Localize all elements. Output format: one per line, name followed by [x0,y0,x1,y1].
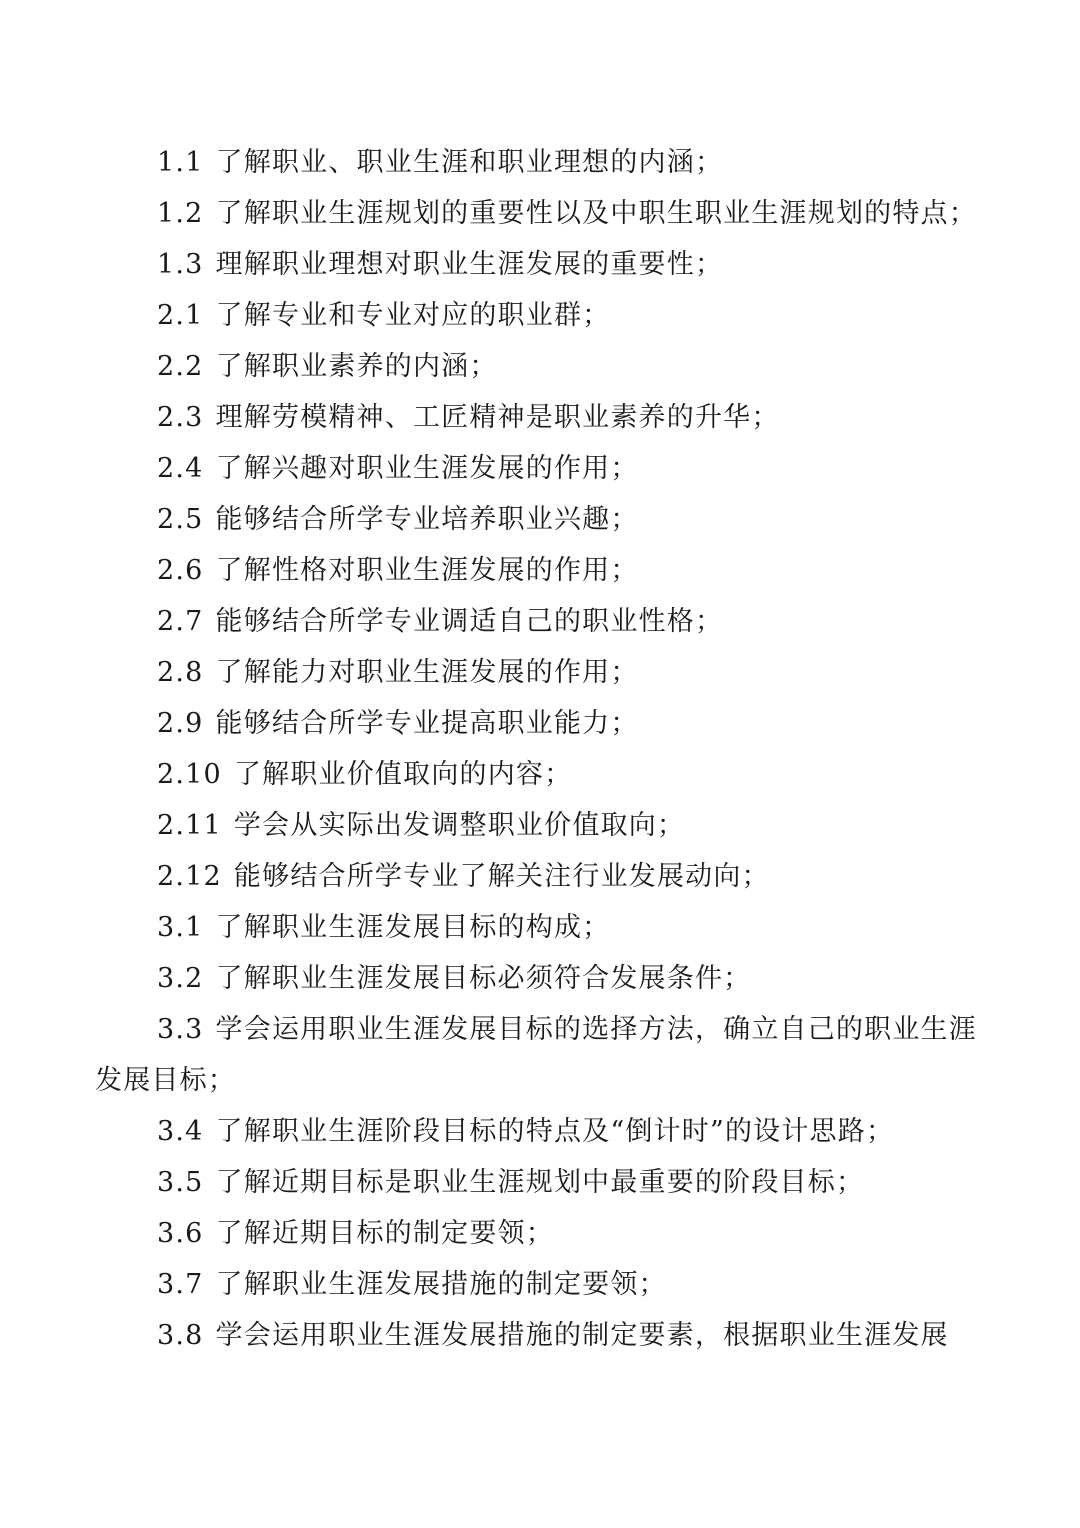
item-number: 1.2 [157,198,204,229]
item-number: 2.7 [157,606,204,637]
list-item [95,953,985,1004]
item-number: 3.1 [157,912,204,943]
item-number: 3.7 [157,1269,204,1300]
item-text: 能够结合所学专业提高职业能力； [215,708,639,739]
item-number: 2.1 [157,300,204,331]
item-text: 了解职业生涯发展目标的构成； [215,912,611,943]
item-number: 1.3 [157,249,204,280]
item-number: 2.2 [157,351,204,382]
item-text: 能够结合所学专业了解关注行业发展动向； [233,861,770,892]
item-text: 了解兴趣对职业生涯发展的作用； [215,453,639,484]
item-text: 理解劳模精神、工匠精神是职业素养的升华； [215,402,780,433]
item-text: 了解职业生涯阶段目标的特点及“倒计时”的设计思路； [215,1116,895,1147]
item-text: 能够结合所学专业调适自己的职业性格； [215,606,724,637]
list-item [95,494,985,545]
list-item [95,902,985,953]
list-item [95,647,985,698]
list-item [95,596,985,647]
item-number: 3.8 [157,1320,204,1351]
list-item [95,1157,985,1208]
item-text: 学会从实际出发调整职业价值取向； [233,810,686,841]
item-number: 2.11 [157,810,222,841]
item-text: 学会运用职业生涯发展措施的制定要素，根据职业生涯发展 [215,1320,949,1351]
item-text: 了解职业素养的内涵； [215,351,498,382]
list-item [95,188,985,239]
list-item [95,1310,985,1361]
item-text: 了解能力对职业生涯发展的作用； [215,657,639,688]
list-item [95,1208,985,1259]
list-item [95,1004,985,1106]
item-number: 3.3 [157,1014,204,1045]
item-text: 了解性格对职业生涯发展的作用； [215,555,639,586]
item-number: 2.4 [157,453,204,484]
item-number: 3.4 [157,1116,204,1147]
item-text: 了解专业和专业对应的职业群； [215,300,611,331]
item-number: 2.9 [157,708,204,739]
item-number: 3.6 [157,1218,204,1249]
item-number: 2.6 [157,555,204,586]
item-text: 学会运用职业生涯发展目标的选择方法，确立自己的职业生涯发展目标； [95,1014,977,1096]
list-item [95,443,985,494]
list-item [95,290,985,341]
objectives-list [95,137,985,1361]
list-item [95,851,985,902]
item-text: 了解近期目标是职业生涯规划中最重要的阶段目标； [215,1167,865,1198]
item-text: 了解职业价值取向的内容； [233,759,573,790]
item-number: 2.10 [157,759,222,790]
list-item [95,545,985,596]
item-number: 3.5 [157,1167,204,1198]
item-text: 了解近期目标的制定要领； [215,1218,554,1249]
list-item [95,239,985,290]
item-text: 了解职业生涯规划的重要性以及中职生职业生涯规划的特点； [215,198,977,229]
list-item [95,698,985,749]
item-text: 了解职业、职业生涯和职业理想的内涵； [215,147,724,178]
list-item [95,800,985,851]
list-item [95,137,985,188]
list-item [95,392,985,443]
item-text: 了解职业生涯发展措施的制定要领； [215,1269,667,1300]
item-number: 3.2 [157,963,204,994]
list-item [95,1259,985,1310]
item-number: 1.1 [157,147,204,178]
item-number: 2.3 [157,402,204,433]
item-text: 了解职业生涯发展目标必须符合发展条件； [215,963,752,994]
item-number: 2.8 [157,657,204,688]
list-item [95,1106,985,1157]
list-item [95,749,985,800]
item-text: 理解职业理想对职业生涯发展的重要性； [215,249,724,280]
item-text: 能够结合所学专业培养职业兴趣； [215,504,639,535]
list-item [95,341,985,392]
item-number: 2.5 [157,504,204,535]
item-number: 2.12 [157,861,222,892]
